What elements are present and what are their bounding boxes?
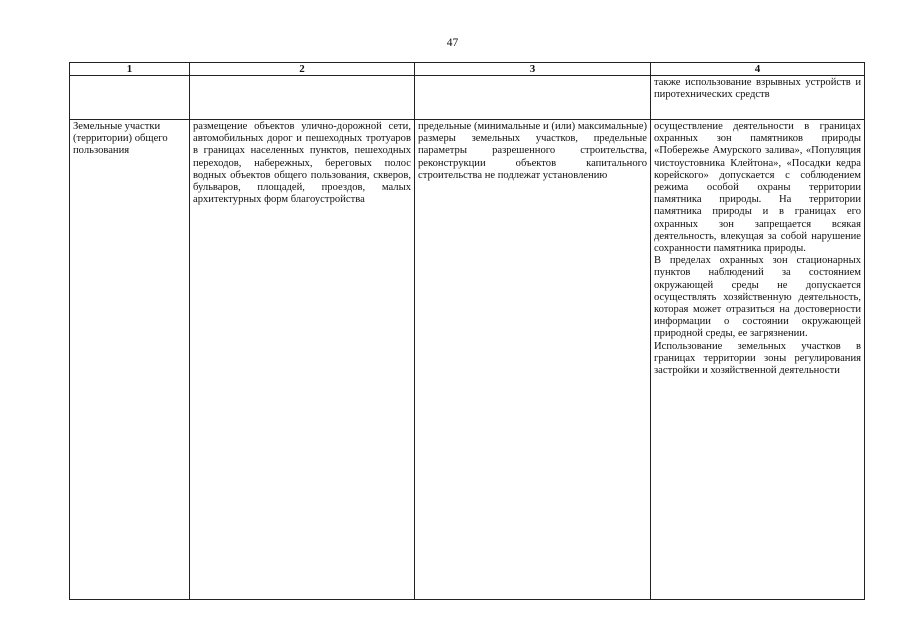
table-row-continuation [70,76,865,120]
cell-empty [70,76,190,120]
column-header-3: 3 [415,63,651,76]
cell-parameters: предельные (минимальные и (или) максимальные) размеры земельных участков, предельные параметры разрешенного строительства, реконструкции объектов капитального строительства не подлежат установлению [415,120,651,600]
page-number: 47 [446,37,459,49]
cell-empty [190,76,415,120]
cell-continuation-text: также использование взрывных устройств и пиротехнических средств [651,76,865,120]
cell-restrictions [651,120,865,600]
table-row [70,120,865,600]
regulations-table [69,62,865,600]
restriction-paragraph-2: В пределах охранных зон стационарных пунктов наблюдений за состоянием окружающей среды не допускается осуществлять хозяйственную деятельность, которая может отразиться на достоверности информации о состоянии окружающей природной среды, ее загрязнении. [654,255,861,340]
table-header-row [70,63,865,76]
restriction-paragraph-1: осуществление деятельности в границах охранных зон памятников природы «Побережье Амурского залива», «Популяция чистоустовника Клейтона», «Посадки кедра корейского» допускается с соблюдением режима особой охраны территории памятника природы. На территории памятника природы и в границах его охранных зон запрещается всякая деятельность, влекущая за собой нарушение сохранности памятника природы. [654,121,861,255]
column-header-1: 1 [70,63,190,76]
column-header-2: 2 [190,63,415,76]
column-header-4: 4 [651,63,865,76]
cell-empty [415,76,651,120]
cell-permitted-use: размещение объектов улично-дорожной сети, автомобильных дорог и пешеходных тротуаров в границах населенных пунктов, пешеходных переходов, набережных, береговых полос водных объектов общего пользования, скверов, бульваров, площадей, проездов, малых архитектурных форм благоустройства [190,120,415,600]
restriction-paragraph-3: Использование земельных участков в границах территории зоны регулирования застройки и хозяйственной деятельности [654,340,861,377]
cell-land-use-type: Земельные участки (территории) общего пользования [70,120,190,600]
